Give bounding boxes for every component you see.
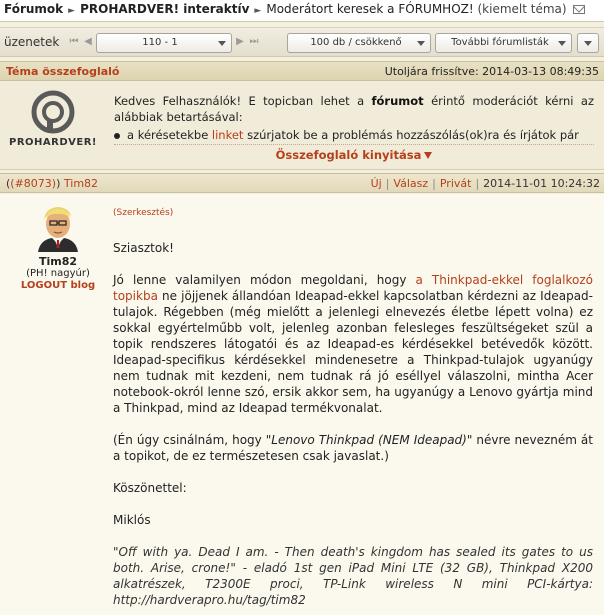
mail-icon[interactable] — [573, 5, 585, 14]
post-author-line: ((#8073)) Tim82 — [6, 177, 99, 190]
edited-link[interactable]: (Szerkesztés) — [113, 208, 174, 218]
post-name: Miklós — [113, 513, 151, 527]
user-nick[interactable]: Tim82 — [38, 255, 78, 268]
prohardver-logo-icon — [31, 90, 75, 134]
prev-page-icon[interactable]: ◀ — [84, 36, 92, 47]
breadcrumb-separator-icon: ► — [254, 6, 262, 16]
post-p1-text-2: ne jöjjenek állandóan Ideapad-ekkel kapcsolatban kérdezni az Ideapad-tulajok. Régebben (még mielőtt a jelenlegi elnevezés életbe lépett volna) ez sokkal egyértelműbb volt, jelenleg azonban felesleges feszültségeket szül a topik rendszeres látogatói és az Ideapad-es kérdésekkel betévedők között. Ideapad-specifikus kérdésekkel mindenesetre a Thinkpad-tulajok ugyanúgy nem tudnak mit kezdeni, nem tudnak rá jó eséllyel válaszolni, mintha Acer notebook-okról lenne szó, ersik akkor sem, ha ugyanúgy a Lenovo gyártja mind a Thinkpad, mind az Ideapad termékvonalat. — [113, 289, 593, 415]
post-paragraph-2 — [113, 432, 593, 464]
prohardver-logo — [8, 90, 98, 160]
topic-summary-title: Téma összefoglaló — [6, 65, 120, 78]
post-p1-text: Jó lenne valamilyen módon megoldani, hogy — [113, 273, 416, 287]
post-signature: "Off with ya. Dead I am. - Then death's kingdom has sealed its gates to us both. Arise, crone!" - eladó 1st gen iPad Mini LTE (32 GB), Thinkpad X200 alkatrészek, T2300E proci, TP-Link wireless N mini PCI-kártya: http://hardverapro.hu/tag/tim82 — [113, 545, 593, 607]
page-select-value: 110 - 1 — [142, 37, 178, 48]
reply-link[interactable]: Válasz — [393, 177, 429, 190]
user-rank: (PH! nagyúr) — [26, 268, 90, 279]
summary-bullet — [114, 127, 598, 143]
post-p2-text-2: " névre nevezném át a topikot, de ez természetesen csak javaslat.) — [113, 433, 593, 463]
summary-intro-text: Kedves Felhasználók! E topicban lehet a — [114, 94, 372, 108]
per-page-select[interactable] — [287, 33, 431, 53]
first-page-icon[interactable]: ⏮ — [69, 36, 79, 47]
more-forums-select-value: További fórumlisták — [451, 37, 549, 48]
user-blog-link[interactable]: LOGOUT blog — [20, 280, 96, 291]
more-forums-select[interactable] — [435, 33, 572, 53]
next-page-icon[interactable]: ▶ — [236, 36, 244, 47]
post-timestamp: 2014-11-01 10:24:32 — [483, 177, 600, 190]
topic-tag: (kiemelt téma) — [477, 2, 567, 16]
user-avatar[interactable] — [34, 204, 82, 252]
post-thanks: Köszönettel: — [113, 481, 187, 495]
breadcrumb — [0, 0, 604, 22]
post-body — [0, 194, 604, 615]
summary-intro — [114, 93, 594, 125]
breadcrumb-separator-icon: ► — [68, 6, 76, 16]
page-select[interactable] — [96, 33, 232, 53]
last-page-icon[interactable]: ⏭ — [249, 36, 259, 47]
post-author-link[interactable]: Tim82 — [63, 177, 99, 190]
private-message-link[interactable]: Privát — [439, 177, 472, 190]
summary-intro-bold: fórumot — [371, 94, 424, 108]
post-header — [0, 173, 604, 193]
separator: | — [475, 177, 480, 190]
collapse-button[interactable] — [577, 33, 599, 53]
post-greeting: Sziasztok! — [113, 241, 174, 255]
post-actions — [371, 177, 600, 190]
summary-bullet-text-2: szúrjatok be a problémás hozzászólás(ok)ra és írjátok pár — [243, 128, 579, 142]
post-paragraph-1 — [113, 272, 593, 416]
summary-intro-text-2: érintő moderációt kérni az alábbiak betartásával: — [114, 94, 594, 124]
expand-summary-label: Összefoglaló kinyitása — [275, 148, 422, 162]
post-p2-italic: Lenovo Thinkpad (NEM Ideapad) — [271, 433, 467, 447]
chevron-down-icon — [558, 41, 566, 46]
post-content — [113, 240, 593, 615]
chevron-down-icon — [218, 41, 226, 46]
breadcrumb-forums-link[interactable]: Fórumok — [4, 2, 64, 16]
post-p2-text: (Én úgy csinálnám, hogy " — [113, 433, 272, 447]
chevron-down-icon — [417, 41, 425, 46]
chevron-down-icon — [584, 41, 592, 46]
topic-summary-header — [0, 61, 604, 81]
messages-label: üzenetek — [4, 35, 60, 49]
bullet-icon — [114, 133, 120, 139]
separator: | — [385, 177, 390, 190]
logo-text: PROHARDVER! — [9, 137, 97, 148]
caret-down-icon — [424, 152, 432, 159]
expand-summary-button[interactable] — [114, 148, 594, 162]
topic-summary — [0, 82, 604, 170]
summary-bullet-text: a kérésetekbe — [127, 128, 212, 142]
thinkpad-topic-link[interactable]: a Thinkpad-ekkel foglalkozó topikba — [113, 273, 593, 303]
divider — [114, 144, 594, 145]
new-post-link[interactable]: Új — [370, 177, 382, 190]
summary-bullet-link[interactable]: linket — [211, 128, 244, 142]
per-page-select-value: 100 db / csökkenő — [310, 37, 402, 48]
topic-title: Moderátort keresek a FÓRUMHOZ! — [266, 2, 474, 16]
pagination-bar — [0, 27, 604, 57]
breadcrumb-prohardver-link[interactable]: PROHARDVER! interaktív — [80, 2, 250, 16]
topic-summary-updated: Utoljára frissítve: 2014-03-13 08:49:35 — [384, 65, 599, 78]
user-info — [10, 256, 106, 292]
post-id-link[interactable]: (#8073) — [10, 177, 57, 190]
separator: | — [432, 177, 436, 190]
